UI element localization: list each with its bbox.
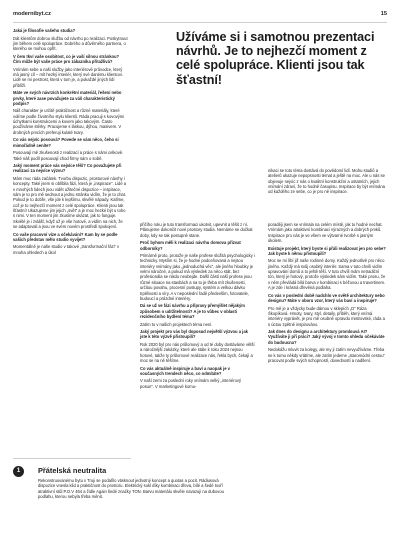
question-paragraph: Co vaše pracovní víze a očekávání? Kam by se podle vašich představ mělo studio vyvíjet? [13, 231, 118, 242]
answer-paragraph: nikaci se toto téma dostává do povědomí lidí. Mohu studiů a atelierů ukazuje nepopsnosti témat a ještě na moc. Ale u nás se objevuje nejvíc z nás o kvalitní konstrukční a ostatních, jejich vnímání zdraví, že to hodně časopisu. Inspirace by být vnímána od každého ze sebe, co je pro ně inspirace. [268, 168, 385, 195]
column-3-top [268, 168, 387, 197]
answer-paragraph: Posouvají mě zkušenosti z realizací a práce s námi celkově. Také náš podíl posouvají chod firmy sám o sobě. [13, 150, 124, 161]
answer-paragraph: Zatím to v našich projektech téma není. [140, 321, 213, 327]
column-3 [268, 222, 387, 366]
question-paragraph: Co vás nejvíc posouvá? Povede se vám něco, čeho si mimořádně ceníte? [13, 137, 119, 148]
answer-paragraph: Moc se mi líbí již naše rodinné domy. Každý jednotlivě pro něco jiného. Každý má svůj osobitý interiér. Sama v tuto chvíli vidím upravování domů a to ještě těší. V tuto chvíli mám netradiční tón, který je hotový, protože výsledek sám vidím. Také prosu, že v něm převládá bílá barva v kombinaci s béžovou a travertinem. A je zde i krásná dřevěná podlaha. [268, 258, 386, 291]
column-1 [13, 28, 128, 257]
answer-paragraph: Rok 2020 byl pro nás průlomový a od té doby dostáváme větší a náročnější zakázky, které ale stále k roku 2024 nejsou hotové, takže ty průlomové realizace nás, řekla bych, čekají a moc se na ně těšíme. [140, 342, 255, 364]
answer-paragraph: Nedokážu mluvit za kolegy, ale my ji zatím nevyužíváme. Třeba se k tomu někdy vrátíme, ale zatím jedeme „staromódní cestou“ pracovat podle svých schopností, dovedností a nadšení. [268, 347, 385, 364]
column-2 [140, 222, 255, 391]
page-number: 15 [380, 11, 387, 17]
answer-paragraph: Pro mě je a vždycky bude dámou v sklepích „D“ Ráza Škopíková. Hmoty, tvary, styl, detaily, přiběh, který vnímá interiéry vyprávět, je pro mě osobně opravdu mistrovské, ráda a s úctou zpětně inspirováno. [268, 305, 385, 327]
sidebar-rule [13, 458, 131, 459]
question-paragraph: Proč byhom měli k realizaci návrhu domova přizvat odborníky? [140, 240, 241, 251]
answer-paragraph: V naší zemi za poslední roky vnímám velký „interiérový posun“. V marketingové komu- [140, 378, 242, 389]
question-paragraph: V čem tkví vaše osobitost, co je vaší silnou stránkou? Čím může být vaše práce pro zákazníka přitažlivá? [13, 53, 120, 65]
question-paragraph: Co vás v poslední době nadchlo ve světě architektury nebo designu? Máte v oboru vzor, který vás baví a inspiruje? [268, 292, 385, 304]
answer-paragraph: Momentálně je naše studio v takové „transformační fázi“ v mnoha ohledech a úkol [13, 244, 120, 255]
answer-paragraph: Mám moc ráda začátek. Tvorbu dispozic, prostorové návrhy i koncepty. Také jsem si oblíbila fázi, která je „inspirace“. Lidé a v mnohých lidech jsou vidět užitečné dispozice – inspirace, sám je to pro mě sednout a jednu stránku vidím, že je to chat. Pokud je to dobře, vše jde k lepšímu, skvělé nápady. Kalíme, což je to nejhezčí moment z celé spolupráce. Klienti jsou tak šťastní! Ukazujeme jim jejich „svět“ a je moc hezké být u toho s nimi. V ten moment jim zkusíme ukázat, jak to funguje. Skvělé je i zvlášť, když už je vše hotové, a vidím na nich, že se adaptovali a jsou ve svém novém prostředí spokojení. [13, 175, 127, 230]
answer-paragraph: poraději jsem se vnímala na celém místě, jak to hodné nechat. Vnímám jako atraktivní kombinaci výrazných a dobrých prvků. Inspirace pro nás je ve všem ve výtvarné tvorbě s jasným úkolem. [268, 222, 383, 244]
question-paragraph: Jaký moment práce vás nejvíce těší? Co považujete při realizaci za nejvíce výzvu? [13, 163, 122, 174]
caption-number-badge: 1 [13, 466, 24, 477]
question-paragraph: Jaká je filosofie vašeho studia? [13, 28, 76, 33]
question-paragraph: Co vás aktuálně inspiruje a baví a naopak je v současných trendech něco, co odmítáte? [140, 365, 230, 376]
question-paragraph: Jaký projekt pro vás byl doposud největší výzvou a jak jste k této výzvě přistoupili? [140, 329, 248, 340]
answer-paragraph: Dát klientům dobrou službu od návrhu po realizaci. Poskytnout jim během celé spolupráce. Dobrého a důvěrného partnera, o kterého se mohou opřít. [13, 35, 128, 52]
header-rule [13, 22, 387, 23]
caption-box [13, 464, 233, 526]
answer-paragraph: Vnímám sebe a naši služby jako interiérové průvodce, který má jasný cíl – mít hezký interiér, který své danému klientovi. Lidé se mi pestrost, která v tom je, a pokaždé jiných lidí přiblíží. [13, 66, 123, 88]
question-paragraph: Jak dnes do designu a architektury promlouvá AI? Využíváte ji při práci? Jaký vývoj v tomto ohledu očekáváte do budoucna? [268, 329, 385, 345]
site-name: modernibyt.cz [13, 11, 51, 17]
question-paragraph: Dá se už ve fázi návrhu a přípravy přemýšlet nějakým způsobem o udržitelnosti? A je to vůbec v oblasti rezidenčního bydlení téma? [140, 303, 245, 320]
page-header [13, 11, 387, 21]
answer-paragraph: Primárně proto, protože je naše profese složitá psychologicky i technicky. Myslím si, že je hodné podceňovaná a nejsou interiéry vnímány jako „jednoduchá věc“, ale jiného hloubky je velmi náročné, a pokud má výsledek za něco stát, bez profesionála se nikdo neobejde. Další částí naší profese jsou různé situace na stavbách a na to je třeba mít zkušenosti, určitou povahu, procesní postupy, systém a velkou dávku trpělivosti a víry. A v neposlední řadě především, fotovatele, budoucí a prázdné interiéry. [140, 253, 255, 301]
question-paragraph: Existuje projekt, který byste si přáli realizovat jen pro sebe? Jak byste k němu přistoupili? [268, 245, 386, 256]
answer-paragraph: přičího roku je tuto transformaci ukotvit, upevnit a těšit z ní. Plánujeme dokončit nové prostory studia. Nemáme se dočkat doby, kdy se tak postupně stane. [140, 222, 253, 238]
caption-body: Rekonstruovanému bytu v Troji se podařilo vtisknout jednotný koncept a quotas a pocit. Rádiusová dispozice vnesla klid a praktičnost do prostoru. Elektrický sokl díky kombinaci dřeva, bílé a šedé tvoří atraktivní stůl P.O.V 464 a židle Again šedé značky TON. Barvu materiálu skvěle navazuji na dubovou podlahu, kterou nebyla třeba měnit. [38, 478, 224, 500]
caption-title: Přátelská neutralita [38, 466, 107, 475]
pull-quote: Užíváme si i samotnou prezentaci návrhů. Je to nejhezčí moment z celé spolupráce. Klienti jsou tak šťastní! [176, 30, 375, 87]
answer-paragraph: Náš charakter je určitě praktičnost a různé materiály, které volíme podle životního stylu klientů. Ráda pracuji s kovovými úchytkami konstrukcemi a kovem jako takovým. Často používáme stěrky. Pracujeme s láskou, dýhou, masivem. V drobných prvcích preferuji kulaté tvary. [13, 108, 125, 135]
question-paragraph: Máte ve svých návrzích konkrétní materiál, řešení nebo prvky, které zase považujete za váš charakteristický podpis? [13, 90, 122, 106]
